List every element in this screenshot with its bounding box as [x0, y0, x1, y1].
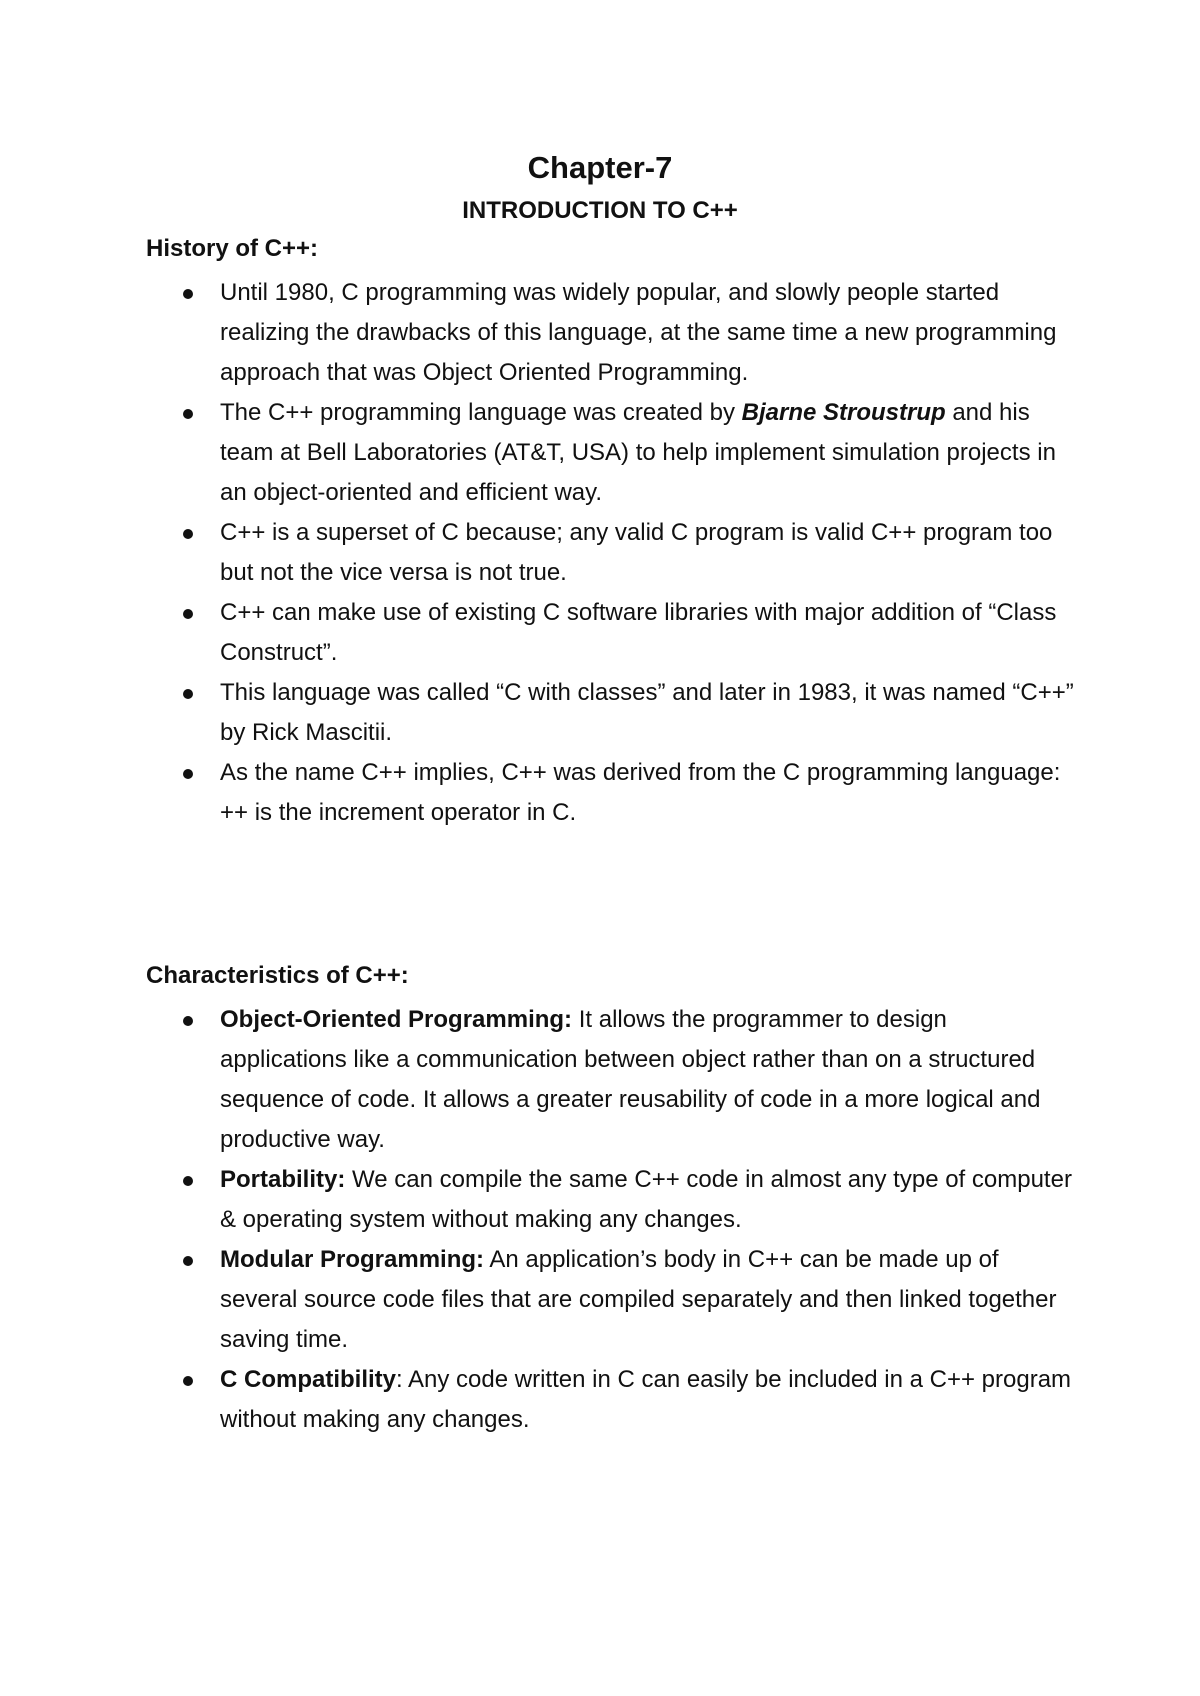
characteristic-text: We can compile the same C++ code in almost any type of computer & operating system without making any changes. — [220, 1166, 1072, 1233]
characteristic-label: Modular Programming: — [220, 1246, 485, 1273]
history-item-6 — [146, 753, 1076, 833]
history-heading: History of C++: — [146, 235, 319, 262]
characteristic-item-3 — [146, 1240, 1076, 1360]
characteristics-heading: Characteristics of C++: — [146, 962, 409, 989]
characteristic-label: C Compatibility — [220, 1366, 397, 1393]
bullet-icon — [183, 409, 193, 419]
characteristic-item-4 — [146, 1360, 1076, 1440]
history-item-text-start: The C++ programming language was created by — [220, 399, 742, 426]
bullet-icon — [183, 1376, 193, 1386]
bullet-icon — [183, 1176, 193, 1186]
history-item-text: This language was called “C with classes” and later in 1983, it was named “C++” by Rick Mascitii. — [220, 679, 1074, 746]
history-item-4 — [146, 593, 1076, 673]
characteristic-text: An application’s body in C++ can be made up of several source code files that are compiled separately and then linked together saving time. — [220, 1246, 1057, 1353]
bullet-icon — [183, 289, 193, 299]
characteristic-text: It allows the programmer to design applications like a communication between object rather than on a structured sequence of code. It allows a greater reusability of code in a more logical and productive way. — [220, 1006, 1041, 1153]
history-item-2 — [146, 393, 1076, 513]
bullet-icon — [183, 609, 193, 619]
bullet-icon — [183, 1016, 193, 1026]
chapter-subtitle: INTRODUCTION TO C++ — [462, 197, 738, 224]
chapter-title: Chapter-7 — [527, 150, 673, 185]
history-item-text: C++ is a superset of C because; any valid C program is valid C++ program too but not the vice versa is not true. — [220, 519, 1053, 586]
characteristic-text: : Any code written in C can easily be included in a C++ program without making any changes. — [220, 1366, 1072, 1433]
history-item-text: As the name C++ implies, C++ was derived from the C programming language: ++ is the increment operator in C. — [220, 759, 1061, 826]
history-item-text-end: and his team at Bell Laboratories (AT&T, USA) to help implement simulation projects in an object-oriented and efficient way. — [220, 399, 1056, 506]
history-item-text: Until 1980, C programming was widely popular, and slowly people started realizing the drawbacks of this language, at the same time a new programming approach that was Object Oriented Programming. — [220, 279, 1057, 386]
bullet-icon — [183, 1256, 193, 1266]
bullet-icon — [183, 529, 193, 539]
bullet-icon — [183, 769, 193, 779]
characteristics-list — [146, 1000, 1076, 1440]
characteristic-item-1 — [146, 1000, 1076, 1160]
characteristic-label: Portability: — [220, 1166, 346, 1193]
history-item-5 — [146, 673, 1076, 753]
bullet-icon — [183, 689, 193, 699]
history-item-1 — [146, 273, 1076, 393]
history-item-text: C++ can make use of existing C software libraries with major addition of “Class Construct”. — [220, 599, 1057, 666]
inventor-name: Bjarne Stroustrup — [741, 399, 946, 426]
characteristic-item-2 — [146, 1160, 1076, 1240]
characteristic-label: Object-Oriented Programming: — [220, 1006, 573, 1033]
history-list — [146, 273, 1076, 833]
history-item-3 — [146, 513, 1076, 593]
